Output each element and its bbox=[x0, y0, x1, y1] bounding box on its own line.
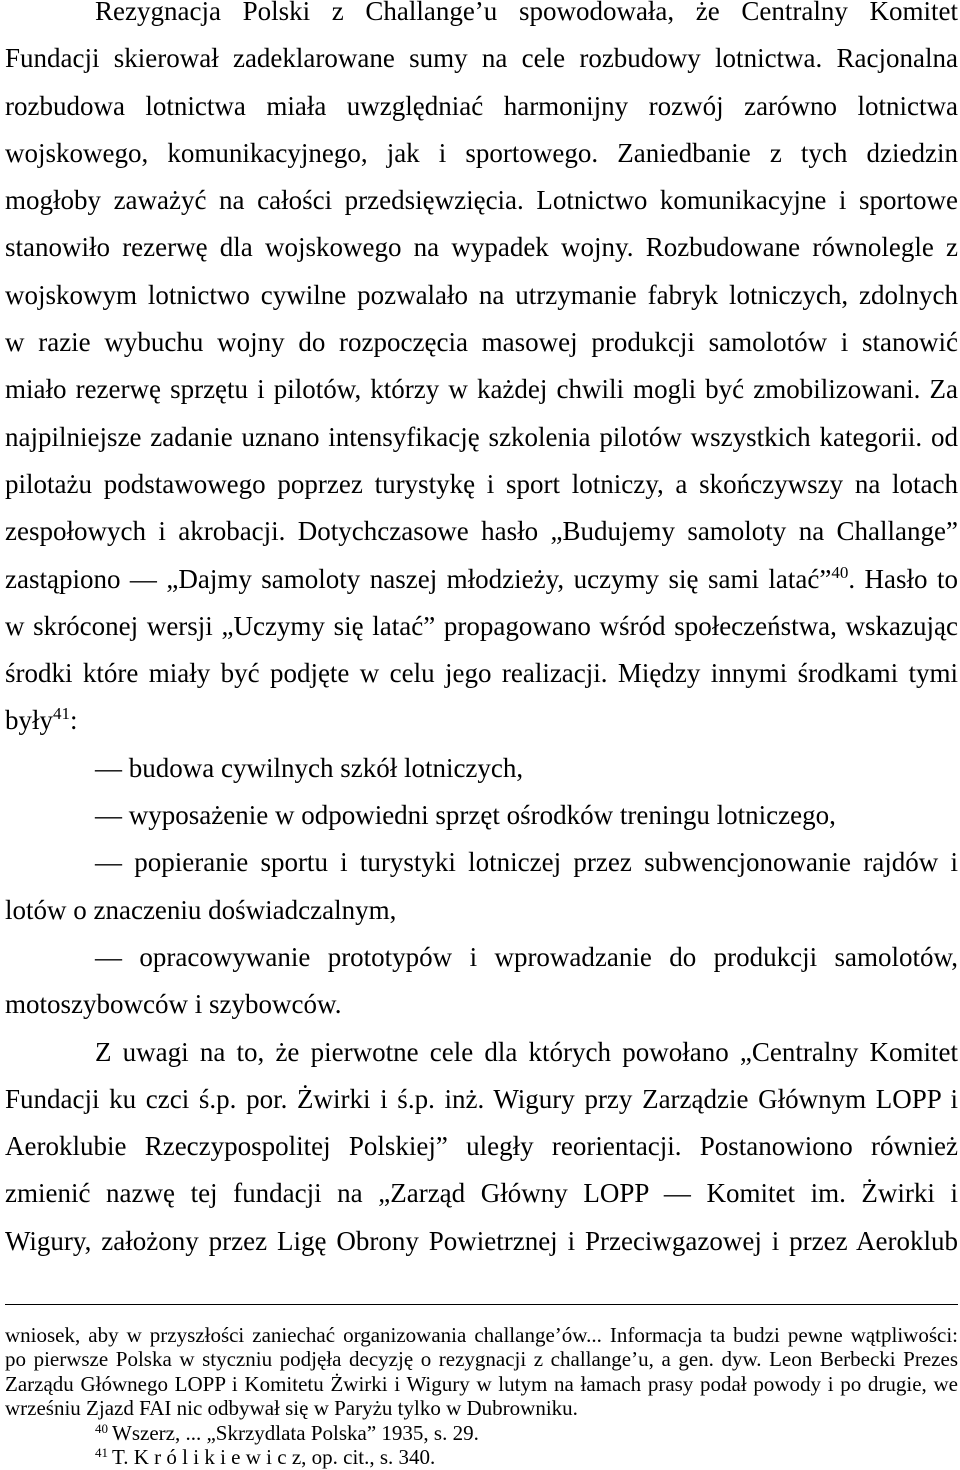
list-item-line: — budowa cywilnych szkół lotniczych, bbox=[95, 752, 524, 783]
paragraph-line: najpilniejsze zadanie uznano intensyfikację szkolenia pilotów wszystkich kategorii. od bbox=[5, 421, 958, 452]
paragraph-line: Wigury, założony przez Ligę Obrony Powietrznej i Przeciwgazowej i przez Aeroklub bbox=[5, 1225, 958, 1256]
list-item-line: — opracowywanie prototypów i wprowadzanie do produkcji samolotów, bbox=[95, 941, 958, 972]
list-item-line: motoszybowców i szybowców. bbox=[5, 989, 342, 1020]
footnote-line: wrześniu Zjazd FAI nic odbywał się w Paryżu tylko w Dubrowniku. bbox=[5, 1396, 578, 1421]
paragraph-line: w razie wybuchu wojny do rozpoczęcia masowej produkcji samolotów i stanowić bbox=[5, 327, 958, 358]
paragraph-line bbox=[5, 697, 958, 744]
paragraph-line: Aeroklubie Rzeczypospolitej Polskiej” uległy reorientacji. Postanowiono również bbox=[5, 1131, 958, 1162]
footnotes bbox=[5, 1323, 958, 1469]
footnote-41 bbox=[5, 1445, 958, 1469]
paragraph-line: wojskowego, komunikacyjnego, jak i sportowego. Zaniedbanie z tych dziedzin bbox=[5, 137, 958, 168]
paragraph-line: miało rezerwę sprzętu i pilotów, którzy w każdej chwili mogli być zmobilizowani. Za bbox=[5, 374, 958, 405]
paragraph-line: zmienić nazwę tej fundacji na „Zarząd Główny LOPP — Komitet im. Żwirki i bbox=[5, 1178, 958, 1209]
footnote-text: Wszerz, ... „Skrzydlata Polska” 1935, s. 29. bbox=[112, 1420, 479, 1445]
paragraph-line: w skróconej wersji „Uczymy się latać” propagowano wśród społeczeństwa, wskazując bbox=[5, 610, 958, 641]
list-item-line: — popieranie sportu i turystyki lotniczej przez subwencjonowanie rajdów i bbox=[95, 847, 958, 878]
footnote-line: Zarządu Głównego LOPP i Komitetu Żwirki i Wigury w lutym na łamach prasy podał powody i po drugie, we bbox=[5, 1371, 958, 1396]
line-text: . Hasło to bbox=[848, 563, 958, 594]
paragraph-line: środki które miały być podjęte w celu jego realizacji. Między innymi środkami tymi bbox=[5, 658, 958, 689]
paragraph-line: stanowiło rezerwę dla wojskowego na wypadek wojny. Rozbudowane równolegle z bbox=[5, 232, 958, 263]
paragraph-line: zespołowych i akrobacji. Dotychczasowe hasło „Budujemy samoloty na Challange” bbox=[5, 516, 958, 547]
footnote-reference: 41 bbox=[53, 704, 71, 724]
footnote-line: po pierwsze Polska w styczniu podjęła decyzję o rezygnacji z challange’u, a gen. dyw. Leon Berbecki Prezes bbox=[5, 1347, 958, 1372]
paragraph-line: Z uwagi na to, że pierwotne cele dla których powołano „Centralny Komitet bbox=[95, 1036, 958, 1067]
footnote-number: 41 bbox=[95, 1444, 108, 1460]
footnote-separator bbox=[5, 1304, 958, 1305]
paragraph-line: Fundacji skierował zadeklarowane sumy na cele rozbudowy lotnictwa. Racjonalna bbox=[5, 43, 958, 74]
paragraph-line: Fundacji ku czci ś.p. por. Żwirki i ś.p. inż. Wigury przy Zarządzie Głównym LOPP i bbox=[5, 1083, 958, 1114]
footnote-line: wniosek, aby w przyszłości zaniechać organizowania challange’ów... Informacja ta budzi pewne wątpliwości: bbox=[5, 1323, 958, 1347]
footnote-text: T. K r ó l i k i e w i c z, op. cit., s. 340. bbox=[112, 1444, 436, 1469]
paragraph-line bbox=[5, 556, 958, 603]
paragraph-line: wojskowym lotnictwo cywilne pozwalało na utrzymanie fabryk lotniczych, zdolnych bbox=[5, 279, 958, 310]
paragraph-line: pilotażu podstawowego poprzez turystykę i sport lotniczy, a skończywszy na lotach bbox=[5, 468, 958, 499]
line-text: : bbox=[70, 705, 78, 736]
footnote-number: 40 bbox=[95, 1420, 108, 1436]
footnote-reference: 40 bbox=[831, 562, 849, 582]
list-item-line: — wyposażenie w odpowiedni sprzęt ośrodków treningu lotniczego, bbox=[95, 800, 836, 831]
paragraph-line: Rezygnacja Polski z Challange’u spowodowała, że Centralny Komitet bbox=[95, 0, 958, 26]
footnote-40 bbox=[5, 1421, 958, 1445]
main-text bbox=[5, 0, 958, 1265]
paragraph-line: mogłoby zaważyć na całości przedsięwzięcia. Lotnictwo komunikacyjne i sportowe bbox=[5, 185, 958, 216]
paragraph-line: rozbudowa lotnictwa miała uwzględniać harmonijny rozwój zarówno lotnictwa bbox=[5, 90, 958, 121]
list-item-line: lotów o znaczeniu doświadczalnym, bbox=[5, 894, 397, 925]
line-text: zastąpiono — „Dajmy samoloty naszej młodzieży, uczymy się sami latać” bbox=[5, 563, 832, 594]
line-text: były bbox=[5, 705, 54, 736]
